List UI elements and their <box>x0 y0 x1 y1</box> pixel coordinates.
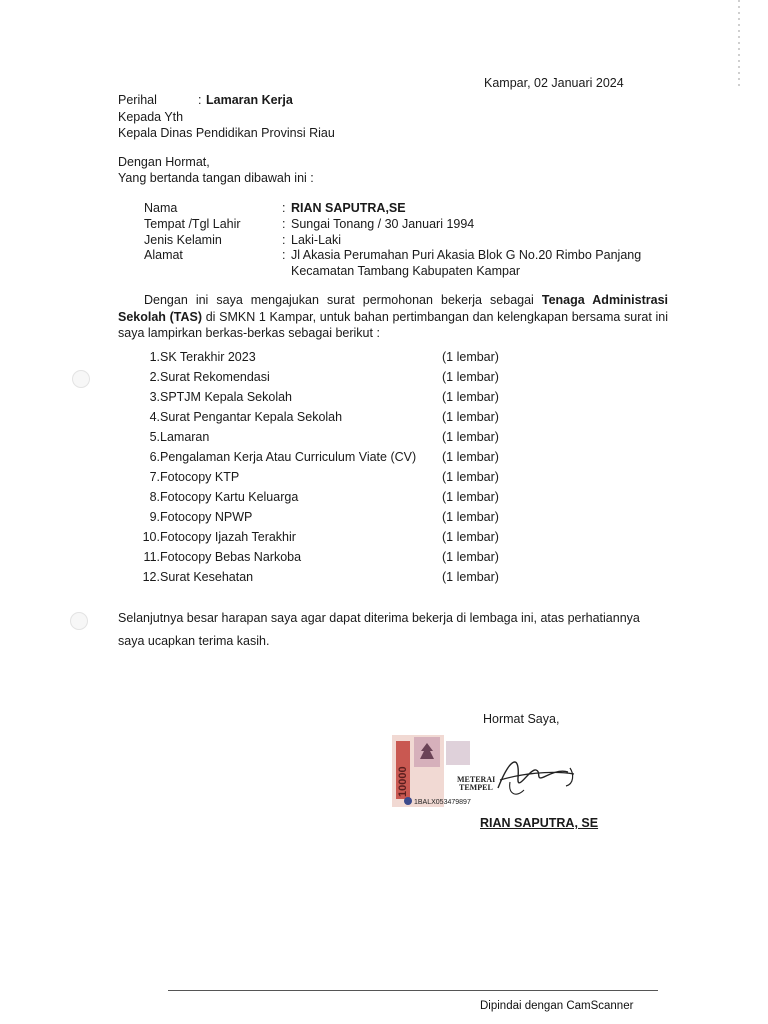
stamp-amount: 10000 <box>397 766 409 797</box>
closing-line-1: Selanjutnya besar harapan saya agar dapat diterima bekerja di lembaga ini, atas perhatiannya <box>118 611 640 625</box>
item-document: Lamaran <box>160 430 210 444</box>
item-number: 9. <box>149 510 160 524</box>
item-quantity: (1 lembar) <box>442 470 499 484</box>
scan-edge-artifact <box>738 0 740 90</box>
list-item <box>118 550 538 570</box>
item-quantity: (1 lembar) <box>442 550 499 564</box>
paragraph-text-2: di SMKN 1 Kampar, untuk bahan pertimbangan dan kelengkapan bersama surat ini saya lampirkan berkas-berkas sebagai berikut : <box>118 309 668 340</box>
item-number: 12. <box>142 570 160 584</box>
identity-value-name: RIAN SAPUTRA,SE <box>291 201 406 215</box>
item-quantity: (1 lembar) <box>442 450 499 464</box>
perihal-value: Lamaran Kerja <box>206 93 293 107</box>
list-item <box>118 470 538 490</box>
item-document: Fotocopy NPWP <box>160 510 253 524</box>
stamp-hologram <box>446 741 470 765</box>
item-document: Surat Rekomendasi <box>160 370 270 384</box>
perihal-label: Perihal <box>118 93 157 107</box>
item-quantity: (1 lembar) <box>442 490 499 504</box>
list-item <box>118 350 538 370</box>
paragraph-position: Tenaga Administrasi Sekolah (TAS) <box>118 293 668 324</box>
list-item <box>118 410 538 430</box>
list-item <box>118 370 538 390</box>
item-document: Pengalaman Kerja Atau Curriculum Viate (CV) <box>160 450 417 464</box>
identity-label-gender: Jenis Kelamin <box>144 233 222 247</box>
item-document: Fotocopy KTP <box>160 470 240 484</box>
item-quantity: (1 lembar) <box>442 410 499 424</box>
item-quantity: (1 lembar) <box>442 510 499 524</box>
item-number: 4. <box>149 410 160 424</box>
list-item <box>118 390 538 410</box>
paragraph-text-1: Dengan ini saya mengajukan surat permohonan bekerja sebagai <box>144 293 542 307</box>
item-document: Surat Pengantar Kepala Sekolah <box>160 410 343 424</box>
list-item <box>118 430 538 450</box>
item-document: Fotocopy Bebas Narkoba <box>160 550 302 564</box>
list-item <box>118 490 538 510</box>
identity-colon: : <box>282 233 286 247</box>
identity-colon: : <box>282 248 286 262</box>
punch-hole-artifact <box>70 612 88 630</box>
identity-value-address-cont: Kecamatan Tambang Kabupaten Kampar <box>291 264 521 278</box>
stamp-label-2: TEMPEL <box>459 783 493 792</box>
stamp-serial: 1BALX053479897 <box>414 799 471 806</box>
item-quantity: (1 lembar) <box>442 390 499 404</box>
request-paragraph <box>118 292 668 342</box>
item-quantity: (1 lembar) <box>442 430 499 444</box>
identity-label-name: Nama <box>144 201 178 215</box>
perihal-colon: : <box>198 93 202 107</box>
item-document: SK Terakhir 2023 <box>160 350 256 364</box>
regards: Hormat Saya, <box>483 712 560 726</box>
list-item <box>118 570 538 590</box>
item-number: 8. <box>149 490 160 504</box>
identity-label-address: Alamat <box>144 248 183 262</box>
place-date: Kampar, 02 Januari 2024 <box>484 76 624 90</box>
item-document: Fotocopy Kartu Keluarga <box>160 490 299 504</box>
item-number: 6. <box>149 450 160 464</box>
attachment-list <box>118 350 538 590</box>
intro-line: Yang bertanda tangan dibawah ini : <box>118 171 314 185</box>
punch-hole-artifact <box>72 370 90 388</box>
recipient-line-2: Kepala Dinas Pendidikan Provinsi Riau <box>118 126 335 140</box>
item-number: 2. <box>149 370 160 384</box>
item-number: 1. <box>149 350 160 364</box>
stamp-label-1: METERAI <box>457 775 496 784</box>
item-quantity: (1 lembar) <box>442 530 499 544</box>
salutation: Dengan Hormat, <box>118 155 210 169</box>
signer-name: RIAN SAPUTRA, SE <box>480 816 599 830</box>
identity-colon: : <box>282 201 286 215</box>
item-number: 10. <box>142 530 160 544</box>
meterai-stamp-icon <box>390 733 502 809</box>
handwritten-signature <box>490 748 580 800</box>
identity-value-address: Jl Akasia Perumahan Puri Akasia Blok G No.20 Rimbo Panjang <box>291 248 642 262</box>
item-quantity: (1 lembar) <box>442 350 499 364</box>
identity-value-gender: Laki-Laki <box>291 233 342 247</box>
identity-colon: : <box>282 217 286 231</box>
item-number: 5. <box>149 430 160 444</box>
footer-divider <box>168 990 658 991</box>
camscanner-watermark: Dipindai dengan CamScanner <box>480 1000 634 1012</box>
closing-line-2: saya ucapkan terima kasih. <box>118 634 270 648</box>
item-quantity: (1 lembar) <box>442 370 499 384</box>
stamp-seal-dot <box>404 797 412 805</box>
item-quantity: (1 lembar) <box>442 570 499 584</box>
item-number: 11. <box>143 550 160 564</box>
list-item <box>118 510 538 530</box>
item-number: 7. <box>149 470 160 484</box>
item-document: SPTJM Kepala Sekolah <box>160 390 293 404</box>
list-item <box>118 450 538 470</box>
identity-value-birth: Sungai Tonang / 30 Januari 1994 <box>291 217 475 231</box>
item-document: Surat Kesehatan <box>160 570 254 584</box>
recipient-line-1: Kepada Yth <box>118 110 184 124</box>
list-item <box>118 530 538 550</box>
item-document: Fotocopy Ijazah Terakhir <box>160 530 296 544</box>
item-number: 3. <box>149 390 160 404</box>
identity-label-birth: Tempat /Tgl Lahir <box>144 217 241 231</box>
